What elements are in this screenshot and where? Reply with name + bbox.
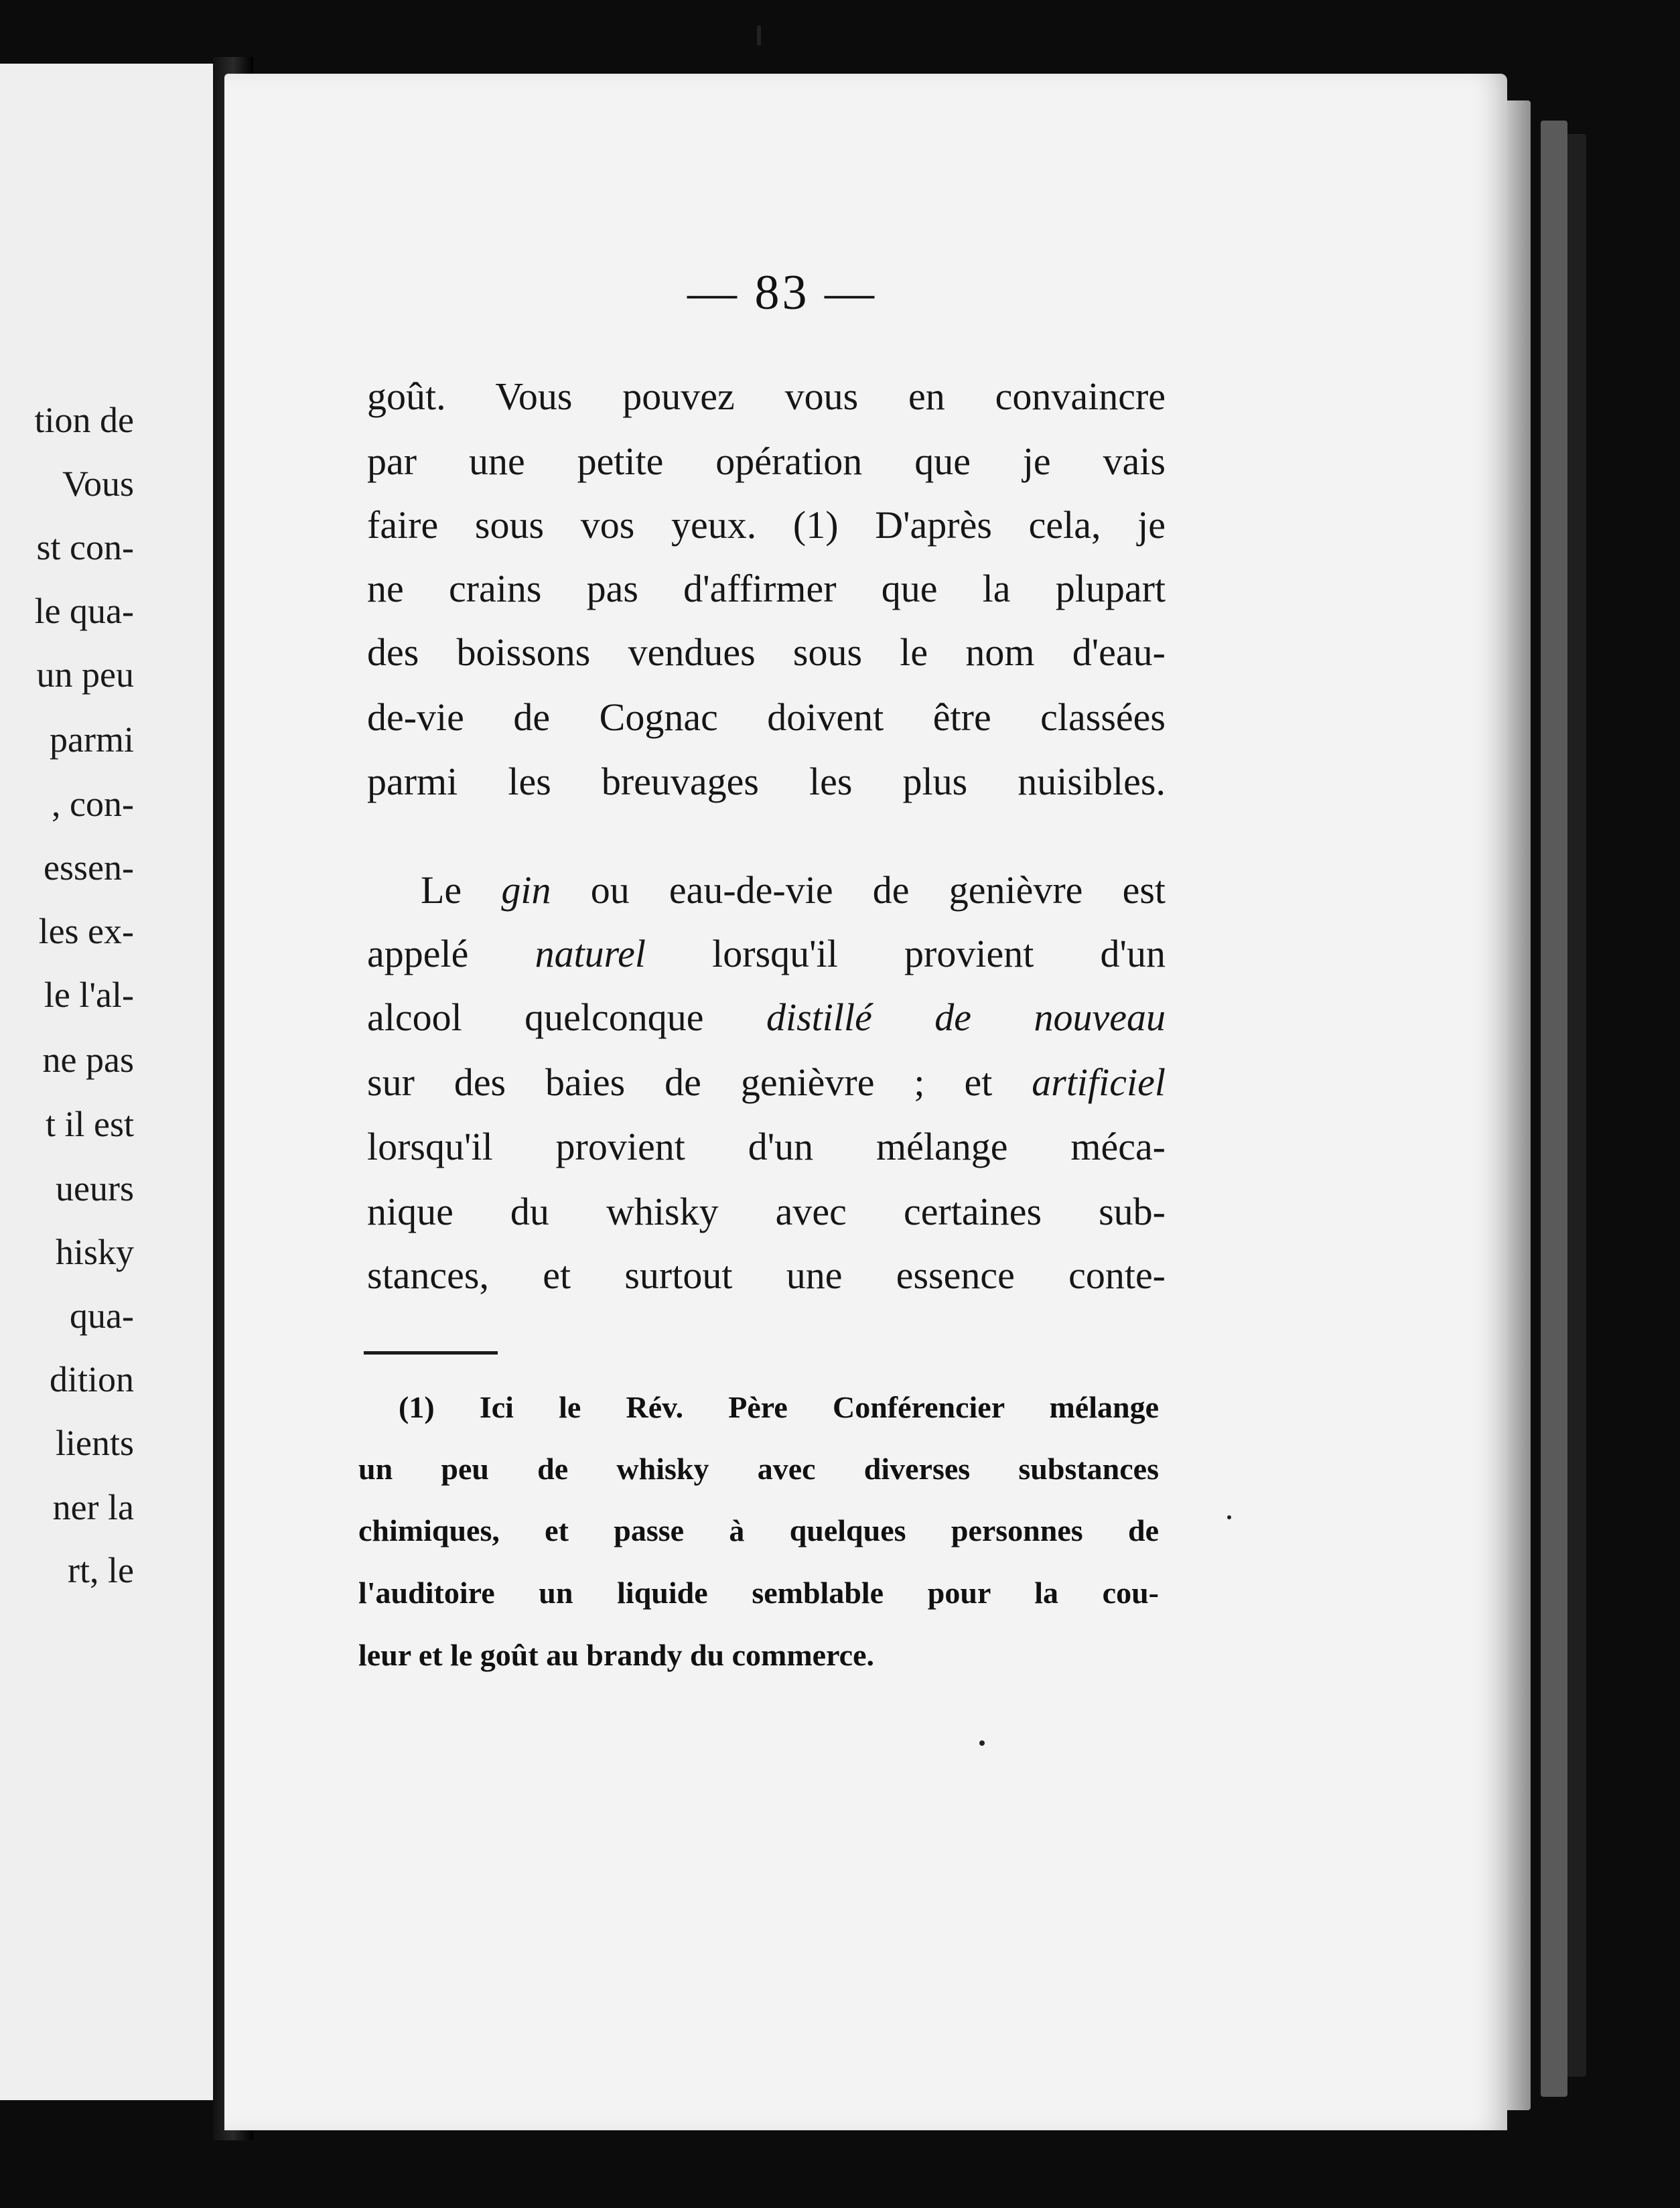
left-page-line: Vous <box>62 464 134 504</box>
scan-speck <box>1227 1515 1231 1519</box>
left-page-line: tion de <box>34 400 134 440</box>
scan-speck <box>979 1740 985 1746</box>
left-page-line: essen- <box>44 847 134 888</box>
left-page-line: le qua- <box>34 591 134 631</box>
text-line: sur des baies de genièvre ; et artificiel <box>367 1060 1166 1104</box>
text-line: appelé naturel lorsqu'il provient d'un <box>367 932 1166 975</box>
page-stack-edge <box>1541 121 1567 2097</box>
text-line: lorsqu'il provient d'un mélange méca- <box>367 1125 1166 1168</box>
left-page-line: ner la <box>52 1487 134 1527</box>
footnote-rule <box>364 1351 498 1355</box>
footnote-line: (1) Ici le Rév. Père Conférencier mélange <box>399 1390 1159 1424</box>
page-stack-edge <box>1566 134 1586 2077</box>
left-page-line: parmi <box>50 719 134 760</box>
italic-term: naturel <box>535 932 646 975</box>
text-line: Le gin ou eau-de-vie de genièvre est <box>421 868 1166 912</box>
text-line: nique du whisky avec certaines sub- <box>367 1190 1166 1233</box>
italic-term: gin <box>501 868 551 912</box>
text-line: alcool quelconque distillé de nouveau <box>367 995 1166 1039</box>
page-number: — 83 — <box>687 265 877 320</box>
italic-term: distillé de nouveau <box>766 995 1166 1039</box>
footnote-line: chimiques, et passe à quelques personnes de <box>358 1513 1159 1547</box>
left-page-line: le l'al- <box>44 975 134 1015</box>
text-line: des boissons vendues sous le nom d'eau- <box>367 630 1166 674</box>
left-page-line: qua- <box>70 1296 134 1336</box>
left-page-line: ne pas <box>42 1040 134 1080</box>
left-page-line: dition <box>49 1359 134 1399</box>
footnote-line: un peu de whisky avec diverses substances <box>358 1452 1159 1486</box>
left-page-line: st con- <box>36 527 134 567</box>
left-page-line: les ex- <box>38 911 134 951</box>
previous-page-fragment <box>0 64 216 2100</box>
left-page-line: rt, le <box>68 1550 134 1590</box>
text-line: ne crains pas d'affirmer que la plupart <box>367 567 1166 610</box>
left-page-line: t il est <box>46 1104 134 1144</box>
footnote-line: l'auditoire un liquide semblable pour la cou- <box>358 1576 1159 1610</box>
footnote-line: leur et le goût au brandy du commerce. <box>358 1638 875 1672</box>
italic-term: artificiel <box>1032 1060 1166 1104</box>
left-page-line: , con- <box>52 784 134 824</box>
scan-speck <box>757 25 761 46</box>
left-page-line: hisky <box>55 1232 134 1272</box>
text-line: faire sous vos yeux. (1) D'après cela, je <box>367 503 1166 547</box>
text-line: par une petite opération que je vais <box>367 439 1166 483</box>
left-page-line: ueurs <box>56 1168 134 1209</box>
text-line: goût. Vous pouvez vous en convaincre <box>367 374 1166 418</box>
left-page-line: lients <box>56 1423 134 1463</box>
text-line: parmi les breuvages les plus nuisibles. <box>367 760 1166 803</box>
left-page-line: un peu <box>36 654 134 695</box>
text-line: stances, et surtout une essence conte- <box>367 1253 1166 1297</box>
text-line: de-vie de Cognac doivent être classées <box>367 695 1166 739</box>
